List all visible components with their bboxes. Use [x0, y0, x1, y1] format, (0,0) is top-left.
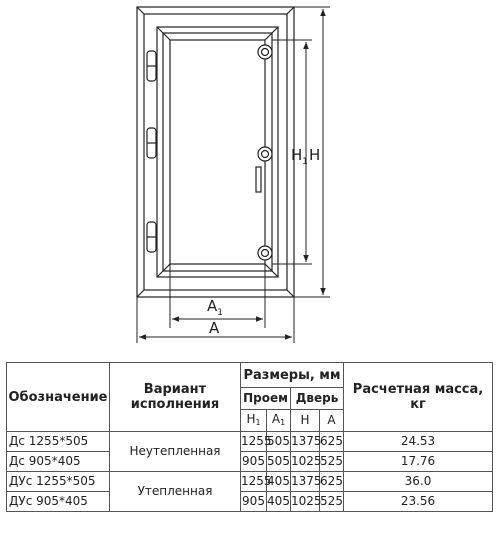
lock-bottom-icon	[258, 246, 272, 260]
cell-mass: 17.76	[344, 452, 493, 472]
hinge-bottom	[147, 222, 156, 252]
header-mass: Расчетная масса, кг	[344, 363, 493, 432]
cell-a1: 505	[267, 432, 291, 452]
cell-h1: 905	[241, 452, 267, 472]
cell-a1: 405	[267, 472, 291, 492]
lock-middle-icon	[258, 147, 272, 161]
specification-table	[6, 362, 493, 512]
lock-top-icon	[258, 45, 272, 59]
cell-h: 1025	[291, 452, 320, 472]
hinge-middle	[147, 128, 156, 158]
cell-a: 525	[320, 452, 344, 472]
cell-mass: 23.56	[344, 492, 493, 512]
cell-a: 625	[320, 432, 344, 452]
cell-a1: 405	[267, 492, 291, 512]
dim-label-a1: $A_1$	[207, 297, 223, 318]
header-h1: $H_1$	[241, 410, 267, 432]
cell-h1: 1255	[241, 432, 267, 452]
header-designation: Обозначение	[7, 363, 110, 432]
cell-h: 1375	[291, 432, 320, 452]
cell-h: 1375	[291, 472, 320, 492]
cell-variant: Утепленная	[110, 472, 241, 512]
cell-a: 525	[320, 492, 344, 512]
table-row	[7, 472, 493, 492]
header-h: H	[291, 410, 320, 432]
dim-label-h1: $H_1$	[291, 146, 309, 167]
header-a1: $A_1$	[267, 410, 291, 432]
header-sizes: Размеры, мм	[241, 363, 344, 388]
cell-h1: 905	[241, 492, 267, 512]
header-opening: Проем	[241, 388, 291, 410]
cell-variant: Неутепленная	[110, 432, 241, 472]
cell-designation: ДУс 905*405	[7, 492, 110, 512]
cell-designation: Дс 905*405	[7, 452, 110, 472]
cell-h1: 1255	[241, 472, 267, 492]
table-row	[7, 452, 493, 472]
header-a: A	[320, 410, 344, 432]
extension-lines	[137, 7, 330, 343]
table-row	[7, 432, 493, 452]
cell-mass: 36.0	[344, 472, 493, 492]
cell-mass: 24.53	[344, 432, 493, 452]
dim-label-h: H	[309, 146, 321, 164]
header-variant: Вариант исполнения	[110, 363, 241, 432]
cell-designation: Дс 1255*505	[7, 432, 110, 452]
cell-h: 1025	[291, 492, 320, 512]
cell-designation: ДУс 1255*505	[7, 472, 110, 492]
dim-label-a: A	[209, 319, 220, 337]
door-handle	[256, 167, 261, 192]
cell-a: 625	[320, 472, 344, 492]
table-row	[7, 492, 493, 512]
header-door: Дверь	[291, 388, 344, 410]
cell-a1: 505	[267, 452, 291, 472]
hinge-top	[147, 51, 156, 81]
